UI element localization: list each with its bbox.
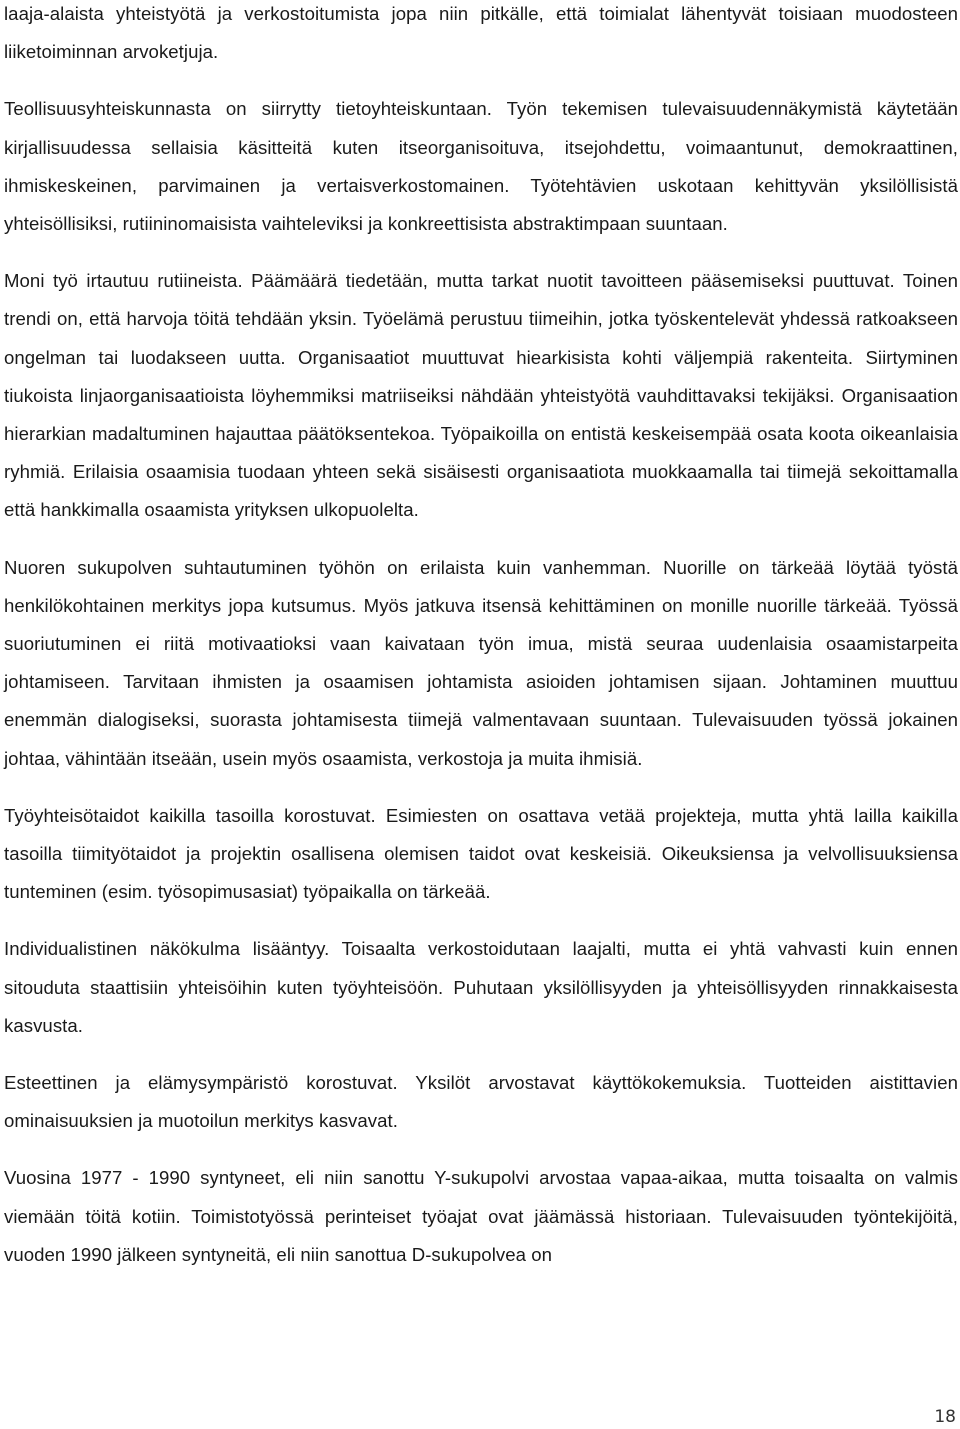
paragraph-1: laaja-alaista yhteistyötä ja verkostoitumista jopa niin pitkälle, että toimialat lähentyvät toisiaan muodosteen liiketoiminnan arvoketjuja. (4, 3, 958, 63)
document-page (4, 0, 958, 1274)
paragraph-4: Nuoren sukupolven suhtautuminen työhön on erilaista kuin vanhemman. Nuorille on tärkeää löytää työstä henkilökohtainen merkitys jopa kutsumus. Myös jatkuva itsensä kehittäminen on monille nuorille tärkeää. Työssä suoriutuminen ei riitä motivaatioksi vaan kaivataan työn imua, mistä seuraa uudenlaisia osaamistarpeita johtamiseen. Tarvitaan ihmisten ja osaamisen johtamista asioiden johtamisen sijaan. Johtaminen muuttuu enemmän dialogiseksi, suorasta johtamisesta tiimejä valmentavaan suuntaan. Tulevaisuuden työssä jokainen johtaa, vähintään itseään, usein myös osaamista, verkostoja ja muita ihmisiä. (4, 556, 958, 769)
paragraph-5: Työyhteisötaidot kaikilla tasoilla korostuvat. Esimiesten on osattava vetää projekteja, mutta yhtä lailla kaikilla tasoilla tiimityötaidot ja projektin osallisena olemisen taidot ovat keskeisiä. Oikeuksiensa ja velvollisuuksiensa tunteminen (esim. työsopimusasiat) työpaikalla on tärkeää. (4, 804, 958, 903)
paragraph-3: Moni työ irtautuu rutiineista. Päämäärä tiedetään, mutta tarkat nuotit tavoitteen pääsemiseksi puuttuvat. Toinen trendi on, että harvoja töitä tehdään yksin. Työelämä perustuu tiimeihin, jotka työskentelevät yhdessä ratkoakseen ongelman tai luodakseen uutta. Organisaatiot muuttuvat hiearkisista kohti väljempiä rakenteita. Siirtyminen tiukoista linjaorganisaatioista löyhemmiksi matriiseiksi nähdään yhteistyötä vauhdittavaksi tekijäksi. Organisaation hierarkian madaltuminen hajauttaa päätöksentekoa. Työpaikoilla on entistä keskeisempää osata koota oikeanlaisia ryhmiä. Erilaisia osaamisia tuodaan yhteen sekä sisäisesti organisaatiota muokkaamalla tai tiimejä sekoittamalla että hankkimalla osaamista yrityksen ulkopuolelta. (4, 270, 958, 521)
paragraph-2: Teollisuusyhteiskunnasta on siirrytty tietoyhteiskuntaan. Työn tekemisen tulevaisuudennäkymistä käytetään kirjallisuudessa sellaisia käsitteitä kuten itseorganisoituva, itsejohdettu, voimaantunut, demokraattinen, ihmiskeskeinen, parvimainen ja vertaisverkostomainen. Työtehtävien uskotaan kehittyvän yksilöllisistä yhteisöllisiksi, rutiininomaisista vaihteleviksi ja konkreettisista abstraktimpaan suuntaan. (4, 98, 958, 235)
page-number: 18 (934, 1407, 956, 1427)
paragraph-7: Esteettinen ja elämysympäristö korostuvat. Yksilöt arvostavat käyttökokemuksia. Tuotteiden aistittavien ominaisuuksien ja muotoilun merkitys kasvavat. (4, 1072, 958, 1132)
paragraph-6: Individualistinen näkökulma lisääntyy. Toisaalta verkostoidutaan laajalti, mutta ei yhtä vahvasti kuin ennen sitouduta staattisiin yhteisöihin kuten työyhteisöön. Puhutaan yksilöllisyyden ja yhteisöllisyyden rinnakkaisesta kasvusta. (4, 938, 958, 1036)
paragraph-8: Vuosina 1977 - 1990 syntyneet, eli niin sanottu Y-sukupolvi arvostaa vapaa-aikaa, mutta toisaalta on valmis viemään töitä kotiin. Toimistotyössä perinteiset työajat ovat jäämässä historiaan. Tulevaisuuden työntekijöitä, vuoden 1990 jälkeen syntyneitä, eli niin sanottua D-sukupolvea on (4, 1167, 958, 1265)
